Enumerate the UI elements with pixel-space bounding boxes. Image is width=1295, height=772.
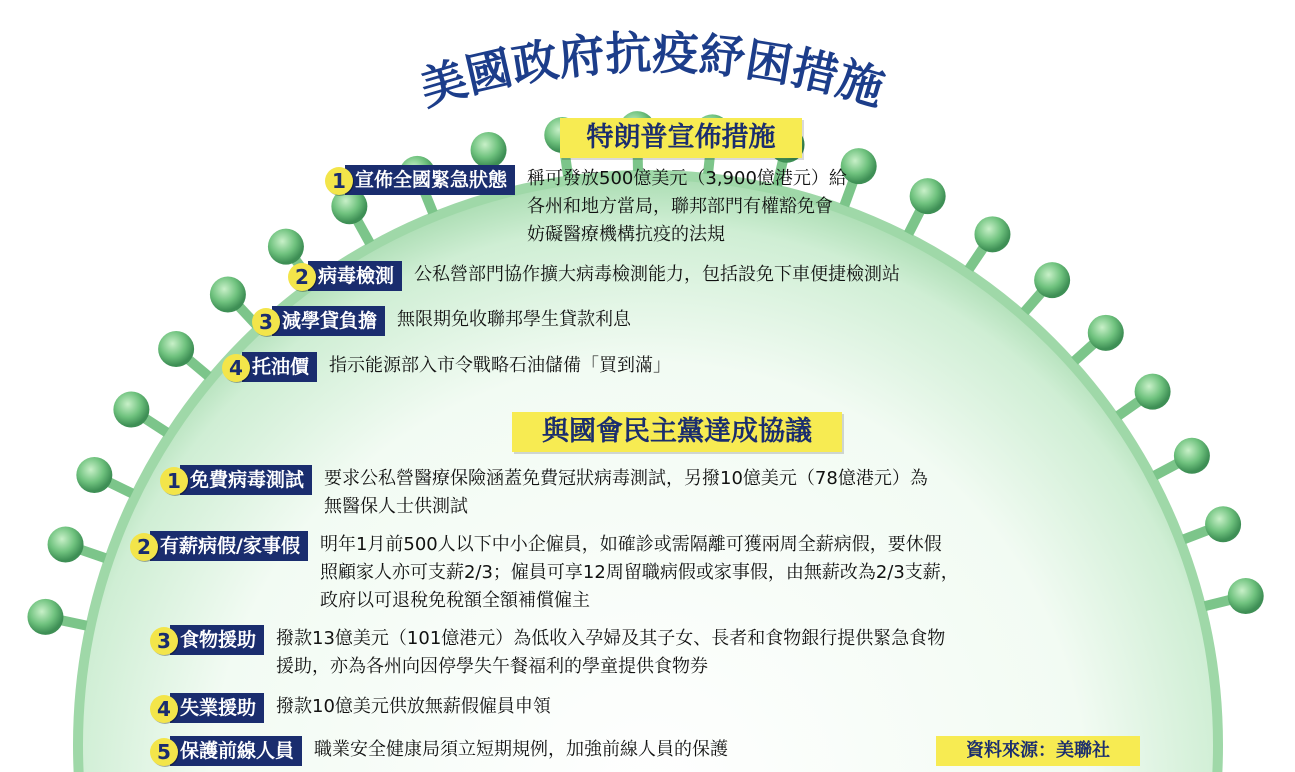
spike-head: [1088, 315, 1124, 351]
measure-label: 失業援助: [170, 693, 264, 723]
measure-description: 公私營部門協作擴大病毒檢測能力，包括設免下車便捷檢測站: [414, 264, 901, 285]
spike-head: [910, 178, 946, 214]
measure-description: 無限期免收聯邦學生貸款利息: [397, 309, 632, 330]
measure-description: 撥款10億美元供放無薪假僱員申領: [276, 696, 551, 717]
item-number: 3: [150, 627, 178, 655]
measure-row: [150, 693, 551, 723]
spike-head: [76, 457, 112, 493]
measure-label: 有薪病假/家事假: [150, 531, 308, 561]
spike-head: [158, 331, 194, 367]
item-number: 2: [130, 533, 158, 561]
spike-head: [1135, 374, 1171, 410]
measure-description: 稱可發放500億美元（3,900億港元）給 各州和地方當局，聯邦部門有權豁免會 妨礙醫療機構抗疫的法規: [527, 168, 847, 245]
spike-head: [113, 392, 149, 428]
item-number: 2: [288, 263, 316, 291]
item-number: 5: [150, 738, 178, 766]
item-number: 4: [150, 695, 178, 723]
source-credit: 資料來源：美聯社: [936, 736, 1140, 766]
measure-label: 托油價: [242, 352, 317, 382]
spike-head: [1228, 578, 1264, 614]
measure-row: [252, 306, 631, 336]
spike-head: [268, 229, 304, 265]
measure-row: [150, 625, 945, 681]
measure-row: [325, 165, 847, 249]
measure-row: [222, 352, 671, 382]
measure-label: 病毒檢測: [308, 261, 402, 291]
measure-label: 保護前線人員: [170, 736, 302, 766]
measure-label: 免費病毒測試: [180, 465, 312, 495]
spike-head: [974, 216, 1010, 252]
measure-row: [130, 531, 959, 615]
measure-description: 指示能源部入市令戰略石油儲備「買到滿」: [329, 355, 672, 376]
item-number: 1: [325, 167, 353, 195]
measure-description: 撥款13億美元（101億港元）為低收入孕婦及其子女、長者和食物銀行提供緊急食物 援助，亦為各州向因停學失午餐福利的學童提供食物券: [276, 628, 946, 677]
measure-row: [288, 261, 900, 291]
item-number: 1: [160, 467, 188, 495]
measure-label: 減學貸負擔: [272, 306, 385, 336]
measure-row: [160, 465, 928, 521]
spike-head: [471, 132, 507, 168]
spike-head: [27, 599, 63, 635]
item-number: 3: [252, 308, 280, 336]
measure-description: 明年1月前500人以下中小企僱員，如確診或需隔離可獲兩周全薪病假，要休假 照顧家人亦可支薪2/3；僱員可享12周留職病假或家事假，由無薪改為2/3支薪， 政府以可退稅免稅額全額補償僱主: [319, 534, 959, 611]
svg-text:美國政府抗疫紓困措施: 美國政府抗疫紓困措施: [413, 25, 891, 117]
spike-head: [1174, 438, 1210, 474]
measure-row: [150, 736, 728, 766]
measure-label: 宣佈全國緊急狀態: [345, 165, 515, 195]
spike-head: [48, 526, 84, 562]
measure-description: 職業安全健康局須立短期規例，加強前線人員的保護: [314, 739, 729, 760]
spike-head: [1034, 262, 1070, 298]
page-title: [392, 14, 912, 134]
spike-head: [210, 276, 246, 312]
item-number: 4: [222, 354, 250, 382]
section-heading-congress: 與國會民主黨達成協議: [512, 412, 842, 452]
section-heading-trump: 特朗普宣佈措施: [560, 118, 802, 158]
measure-description: 要求公私營醫療保險涵蓋免費冠狀病毒測試，另撥10億美元（78億港元）為 無醫保人士供測試: [324, 468, 928, 517]
measure-label: 食物援助: [170, 625, 264, 655]
spike-head: [1205, 506, 1241, 542]
